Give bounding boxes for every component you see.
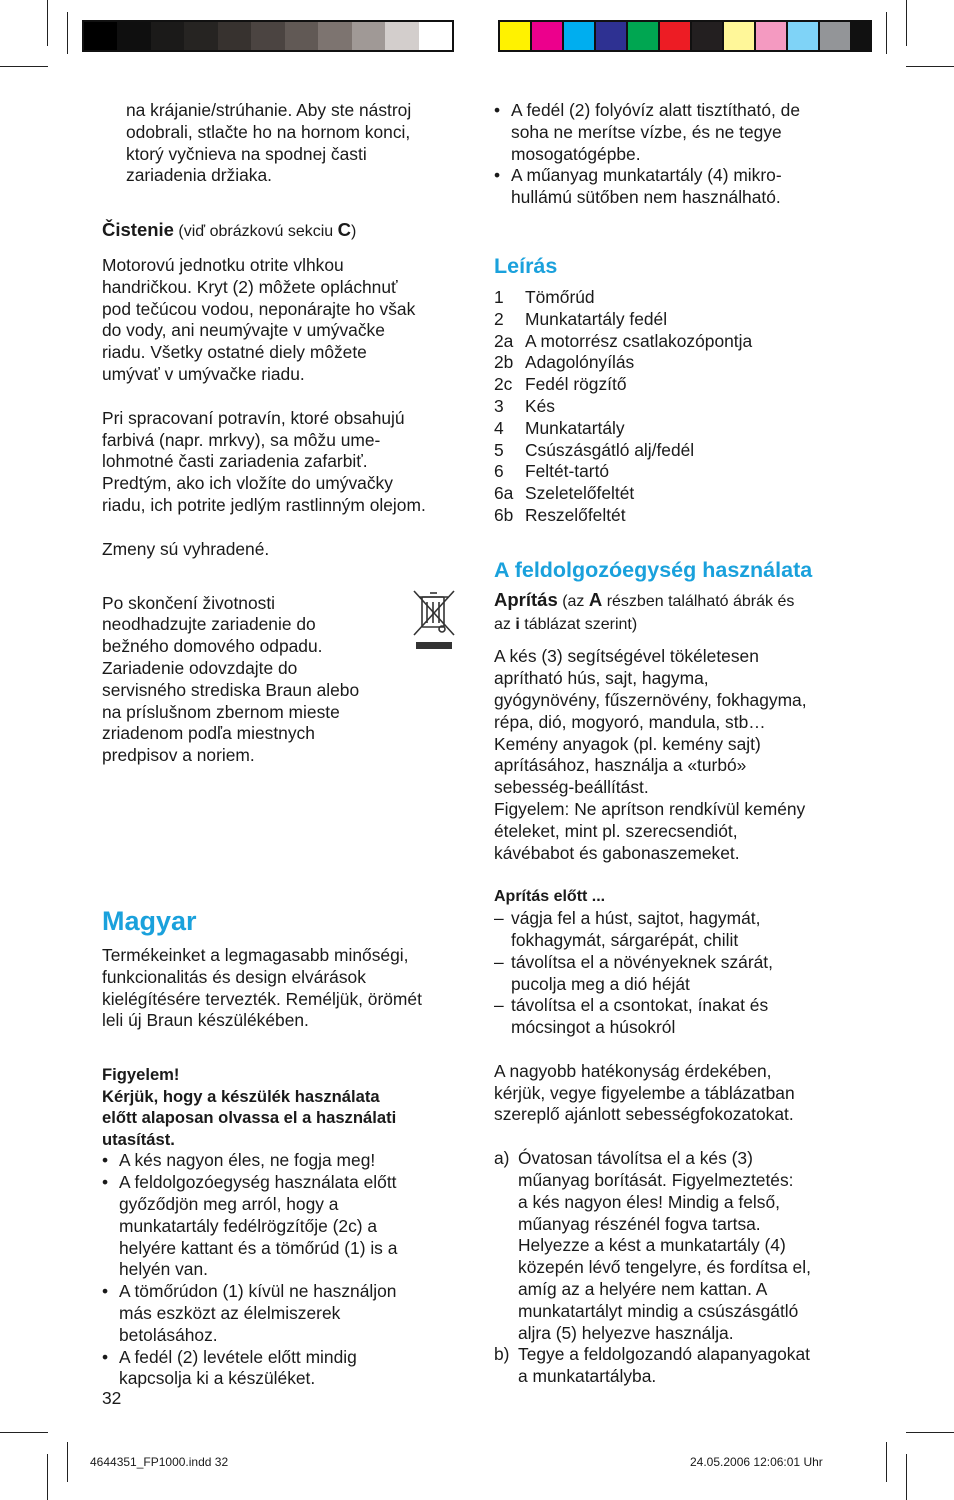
footer-file-name: 4644351_FP1000.indd 32	[90, 1455, 229, 1469]
text-line: • A műanyag munkatartály (4) mikro-	[511, 165, 782, 186]
color-swatch	[596, 22, 628, 50]
footer-timestamp: 24.05.2006 12:06:01 Uhr	[690, 1455, 823, 1469]
parts-list-item	[494, 374, 856, 396]
text-line: kérjük, vegye figyelembe a táblázatban	[494, 1082, 795, 1103]
text-line: • A kés nagyon éles, ne fogja meg!	[119, 1150, 376, 1171]
crop-mark	[906, 66, 954, 67]
text-line: riadu. Všetky ostatné diely môžete	[102, 342, 367, 363]
crop-mark	[47, 1454, 48, 1500]
part-name: Reszelőfeltét	[525, 504, 626, 525]
part-number: 6	[494, 461, 504, 482]
text-line: közepén lévő tengelyre, és fordítsa el,	[518, 1257, 811, 1278]
text-line: műanyag részénél fogva tartsa.	[518, 1213, 761, 1234]
text-line: lohmotné časti zariadenia zafarbiť.	[102, 451, 368, 472]
text-line: más eszközt az élelmiszerek	[119, 1303, 341, 1324]
crop-mark	[906, 0, 907, 46]
text-line: munkatartály fedélrögzítője (2c) a	[119, 1215, 378, 1236]
part-number: 1	[494, 286, 504, 307]
parts-list-item	[494, 505, 856, 527]
crop-mark	[47, 0, 48, 46]
text-line: – vágja fel a húst, sajtot, hagymát,	[511, 908, 761, 929]
text-line: mosogatógépbe.	[511, 143, 641, 164]
text-line: gyógynövény, fűszernövény, fokhagyma,	[494, 689, 807, 710]
steps-list	[494, 1148, 856, 1388]
text-line: hullámú sütőben nem használható.	[511, 187, 781, 208]
chop-heading: Aprítás (az A részben található ábrák és az i táblázat szerint)	[494, 588, 795, 633]
list-item	[494, 995, 856, 1039]
color-swatch	[660, 22, 692, 50]
text-line: előtt alaposan olvassa el a használati	[102, 1108, 397, 1128]
crop-mark	[0, 1432, 48, 1433]
before-chop-list	[494, 908, 856, 1039]
list-item	[102, 1281, 464, 1346]
text-line: Motorovú jednotku otrite vlhkou	[102, 254, 344, 275]
changes-reserved: Zmeny sú vyhradené.	[102, 538, 270, 559]
text-line: handričkou. Kryt (2) môžete opláchnuť	[102, 276, 398, 297]
crop-mark	[67, 1442, 68, 1482]
part-name: Adagolónyílás	[525, 352, 635, 373]
color-swatch	[820, 22, 852, 50]
text-line: Pri spracovaní potravín, ktoré obsahujú	[102, 407, 405, 428]
color-calibration-bar	[498, 20, 872, 52]
text-line: aljra (5) helyezve használja.	[518, 1322, 734, 1343]
text-line: umývať v umývačke riadu.	[102, 363, 305, 384]
list-item	[494, 100, 856, 165]
part-number: 2c	[494, 374, 513, 395]
color-swatch	[285, 22, 318, 50]
text-line: Zariadenie odovzdajte do	[102, 657, 298, 678]
step-text	[518, 1148, 856, 1344]
part-name: Munkatartály fedél	[525, 308, 668, 329]
part-number: 2a	[494, 330, 514, 351]
text-line: zariadenia držiaka.	[126, 165, 272, 186]
parts-list-item	[494, 461, 856, 483]
part-number: 6a	[494, 483, 514, 504]
crop-mark	[886, 12, 887, 54]
crop-mark	[886, 1442, 887, 1482]
color-swatch	[184, 22, 217, 50]
usage-heading: A feldolgozóegység használata	[494, 557, 813, 582]
part-name: Tömőrúd	[525, 286, 595, 307]
text-line: a munkatartályba.	[518, 1366, 657, 1387]
safety-bullet-list	[102, 1150, 464, 1390]
crop-mark	[906, 1454, 907, 1500]
part-number: 4	[494, 417, 504, 438]
crop-mark	[0, 66, 48, 67]
text-line: pucolja meg a dió héját	[511, 973, 690, 994]
color-swatch	[724, 22, 756, 50]
color-swatch	[564, 22, 596, 50]
text-line: Po skončení životnosti	[102, 592, 276, 613]
text-line: zriadenom podľa miestnych	[102, 723, 315, 744]
text-line: funkcionalitás és design elvárások	[102, 966, 366, 987]
text-line: ételeket, mint pl. szerecsendiót,	[494, 820, 738, 841]
text-line: neodhadzujte zariadenie do	[102, 614, 316, 635]
color-swatch	[385, 22, 418, 50]
disposal-block	[102, 593, 464, 767]
text-line: Helyezze a kést a munkatartály (4)	[518, 1235, 786, 1256]
text-line: – távolítsa el a növényeknek szárát,	[511, 951, 773, 972]
intro-text	[102, 100, 464, 187]
text-line: soha ne merítse vízbe, és ne tegye	[511, 121, 782, 142]
parts-list-item	[494, 418, 856, 440]
color-swatch	[756, 22, 788, 50]
text-line: aprítható hús, sajt, hagyma,	[494, 668, 709, 689]
text-line: – távolítsa el a csontokat, ínakat és	[511, 995, 769, 1016]
parts-list-item	[494, 440, 856, 462]
part-name: Kés	[525, 395, 555, 416]
text-line: • A tömőrúdon (1) kívül ne használjon	[119, 1281, 397, 1302]
part-number: 3	[494, 395, 504, 416]
color-swatch	[788, 22, 820, 50]
color-swatch	[251, 22, 284, 50]
text-line: odobrali, stlačte ho na hornom konci,	[126, 121, 411, 142]
text-line: • A fedél (2) levétele előtt mindig	[119, 1346, 357, 1367]
text-line: műanyag borítását. Figyelmeztetés:	[518, 1170, 794, 1191]
color-swatch	[117, 22, 150, 50]
text-line: helyére kattant és a tömőrúd (1) is a	[119, 1237, 398, 1258]
color-swatch	[419, 22, 452, 50]
parts-list-item	[494, 483, 856, 505]
color-swatch	[532, 22, 564, 50]
list-item	[102, 1347, 464, 1391]
text-line: • A feldolgozóegység használata előtt	[119, 1172, 397, 1193]
crop-mark	[67, 12, 68, 54]
text-line: répa, dió, mogyoró, mandula, stb…	[494, 711, 766, 732]
text-line: A kés (3) segítségével tökéletesen	[494, 646, 759, 667]
text-line: Tegye a feldolgozandó alapanyagokat	[518, 1344, 811, 1365]
text-line: fokhagymát, sárgarépát, chilit	[511, 929, 739, 950]
text-line: munkatartályt mindig a csúszásgátló	[518, 1300, 799, 1321]
parts-list-item	[494, 352, 856, 374]
cleaning-paragraph-1	[102, 255, 464, 386]
chop-paragraph	[494, 646, 856, 864]
part-number: 5	[494, 439, 504, 460]
grayscale-calibration-bar	[82, 20, 454, 52]
leiras-heading: Leírás	[494, 253, 558, 278]
text-line: amíg az a helyére nem kattan. A	[518, 1279, 768, 1300]
text-line: do vody, ani neumývajte v umývačke	[102, 320, 385, 341]
list-item	[494, 908, 856, 952]
step-item	[494, 1344, 856, 1388]
color-swatch	[500, 22, 532, 50]
text-line: Kemény anyagok (pl. kemény sajt)	[494, 733, 761, 754]
step-item	[494, 1148, 856, 1344]
text-line: kávébabot és gabonaszemeket.	[494, 842, 740, 863]
color-swatch	[151, 22, 184, 50]
text-line: helyén van.	[119, 1259, 208, 1280]
text-line: győződjön meg arról, hogy a	[119, 1194, 339, 1215]
text-line: betolásához.	[119, 1324, 218, 1345]
text-line: Termékeinket a legmagasabb minőségi,	[102, 944, 409, 965]
part-number: 2	[494, 308, 504, 329]
text-line: Figyelem!	[102, 1065, 180, 1085]
color-swatch	[218, 22, 251, 50]
parts-list-item	[494, 309, 856, 331]
list-item	[494, 165, 856, 209]
text-line: Figyelem: Ne aprítson rendkívül kemény	[494, 798, 806, 819]
parts-list-item	[494, 331, 856, 353]
text-line: Óvatosan távolítsa el a kés (3)	[518, 1148, 753, 1169]
part-name: Szeletelőfeltét	[525, 483, 635, 504]
step-label: a)	[494, 1148, 510, 1169]
before-chop-heading: Aprítás előtt ...	[494, 888, 606, 906]
text-line: farbivá (napr. mrkvy), sa môžu ume-	[102, 429, 381, 450]
part-name: Munkatartály	[525, 417, 625, 438]
step-label: b)	[494, 1344, 510, 1365]
part-number: 2b	[494, 352, 514, 373]
text-line: utasítást.	[102, 1129, 175, 1149]
text-line: mócsingot a húsokról	[511, 1017, 676, 1038]
text-line: na príslušnom zbernom mieste	[102, 701, 340, 722]
crossed-out-wheelie-bin-icon	[408, 587, 460, 653]
cleaning-paragraph-2	[102, 408, 464, 517]
text-line: predpisov a noriem.	[102, 745, 255, 766]
part-name: Csúszásgátló alj/fedél	[525, 439, 695, 460]
text-line: ktorý vyčnieva na spodnej časti	[126, 143, 367, 164]
part-name: Feltét-tartó	[525, 461, 610, 482]
warning-text	[102, 1064, 464, 1150]
text-line: bežného domového odpadu.	[102, 636, 323, 657]
list-item	[494, 952, 856, 996]
magyar-heading: Magyar	[102, 905, 197, 936]
text-line: A nagyobb hatékonyság érdekében,	[494, 1060, 772, 1081]
text-line: Kérjük, hogy a készülék használata	[102, 1086, 380, 1106]
text-line: szereplő ajánlott sebességfokozatokat.	[494, 1104, 794, 1125]
color-swatch	[628, 22, 660, 50]
cleaning-bullet-list	[494, 100, 856, 209]
text-line: a kés nagyon éles! Mindig a felső,	[518, 1191, 780, 1212]
right-column	[494, 100, 856, 1388]
page-number: 32	[102, 1388, 122, 1408]
color-swatch	[692, 22, 724, 50]
text-line: na krájanie/strúhanie. Aby ste nástroj	[126, 100, 412, 120]
cleaning-heading: Čistenie (viď obrázkovú sekciu C)	[102, 219, 357, 241]
parts-list-item	[494, 396, 856, 418]
color-swatch	[352, 22, 385, 50]
list-item	[102, 1172, 464, 1281]
text-line: sebesség-beállítást.	[494, 777, 649, 798]
text-line: riadu, ich potrite jedlým rastlinným olejom.	[102, 494, 426, 515]
color-swatch	[318, 22, 351, 50]
text-line: kapcsolja ki a készüléket.	[119, 1368, 316, 1389]
parts-list	[494, 287, 856, 527]
magyar-intro	[102, 945, 464, 1032]
parts-list-item	[494, 287, 856, 309]
text-line: pod tečúcou vodou, neponárajte ho však	[102, 298, 416, 319]
color-swatch	[84, 22, 117, 50]
text-line: aprításához, használja a «turbó»	[494, 755, 747, 776]
part-name: A motorrész csatlakozópontja	[525, 330, 753, 351]
crop-mark	[906, 1432, 954, 1433]
step-text	[518, 1344, 856, 1388]
text-line: • A fedél (2) folyóvíz alatt tisztítható, de	[511, 100, 801, 120]
text-line: leli új Braun készülékében.	[102, 1010, 309, 1031]
text-line: servisného strediska Braun alebo	[102, 679, 360, 700]
text-line: Predtým, ako ich vložíte do umývačky	[102, 473, 393, 494]
left-column	[102, 100, 464, 1390]
part-name: Fedél rögzítő	[525, 374, 627, 395]
part-number: 6b	[494, 504, 514, 525]
list-item	[102, 1150, 464, 1172]
text-line: kielégítésére tervezték. Reméljük, örömét	[102, 988, 422, 1009]
efficiency-paragraph	[494, 1061, 856, 1126]
